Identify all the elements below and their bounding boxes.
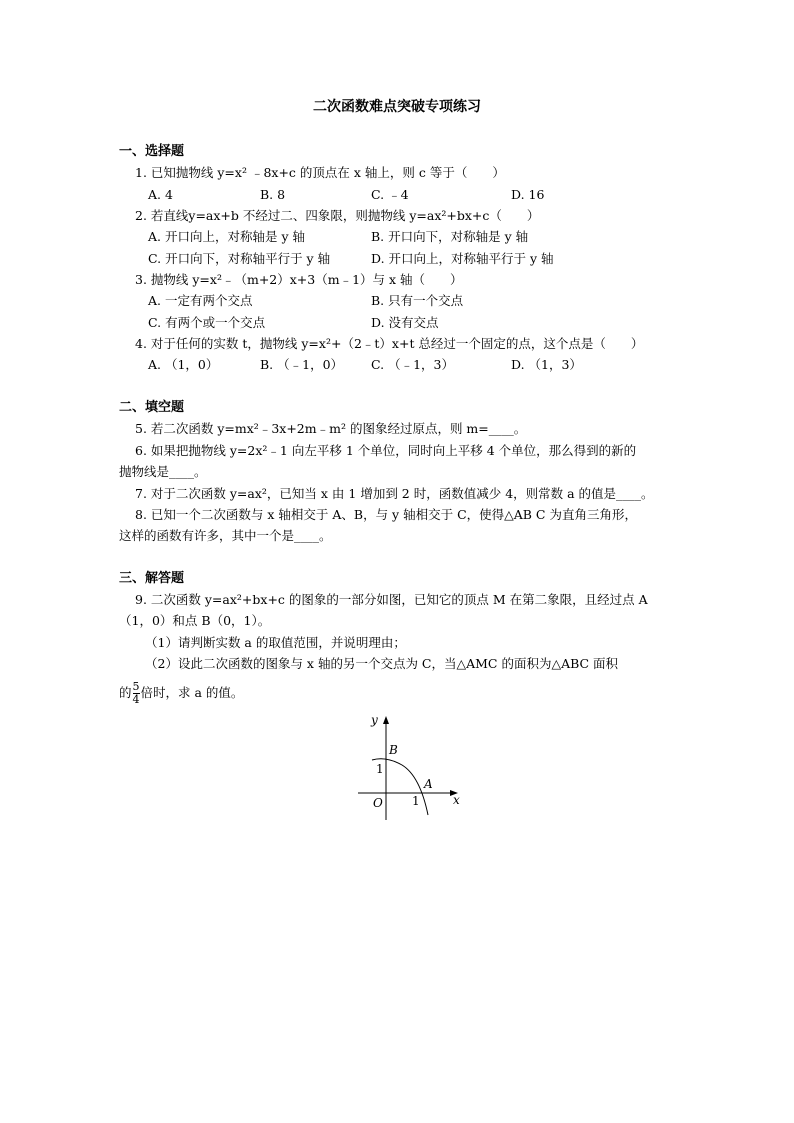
question-8-line-1: 8. 已知一个二次函数与 x 轴相交于 A、B，与 y 轴相交于 C，使得△AB C 为直角三角形，: [135, 507, 637, 522]
question-2-option-b: B. 开口向下，对称轴是 y 轴: [371, 229, 529, 244]
question-4-option-a: A. （1，0）: [148, 357, 219, 372]
question-1-option-a: A. 4: [148, 187, 173, 202]
question-1-option-b: B. 8: [260, 187, 286, 202]
x-axis-label: x: [453, 793, 460, 807]
section-heading-solve: 三、解答题: [119, 571, 185, 586]
fraction-denominator: 4: [132, 693, 140, 706]
question-9-line-1: 9. 二次函数 y=ax²+bx+c 的图象的一部分如图，已知它的顶点 M 在第二象限，且经过点 A: [135, 592, 648, 607]
question-6-line-1: 6. 如果把抛物线 y=2x²﹣1 向左平移 1 个单位，同时向上平移 4 个单位，那么得到的新的: [135, 443, 637, 458]
question-2-stem: 2. 若直线y=ax+b 不经过二、四象限，则抛物线 y=ax²+bx+c（ ）: [135, 208, 540, 223]
page-title: 二次函数难点突破专项练习: [313, 99, 481, 115]
question-4-option-d: D. （1，3）: [511, 357, 582, 372]
question-4-option-b: B. （﹣1，0）: [260, 357, 344, 372]
question-4-option-c: C. （﹣1，3）: [371, 357, 454, 372]
question-9-line-2: （1，0）和点 B（0，1）。: [119, 613, 271, 628]
question-3-stem: 3. 抛物线 y=x²﹣（m+2）x+3（m﹣1）与 x 轴（ ）: [135, 272, 463, 287]
question-1-option-c: C. ﹣4: [371, 187, 409, 202]
question-9-part-2-prefix: 的: [119, 685, 132, 700]
point-a-label: A: [424, 777, 433, 791]
question-8-line-2: 这样的函数有许多，其中一个是____。: [119, 528, 332, 543]
question-9-part-2-suffix: 倍时，求 a 的值。: [140, 685, 244, 700]
parabola-figure: [350, 710, 470, 825]
question-5: 5. 若二次函数 y=mx²﹣3x+2m﹣m² 的图象经过原点，则 m=____。: [135, 421, 527, 436]
question-3-option-a: A. 一定有两个交点: [148, 293, 253, 308]
y-axis-arrow: [383, 716, 389, 724]
origin-label: O: [373, 796, 383, 810]
y-tick-label: 1: [376, 762, 384, 776]
question-6-line-2: 抛物线是____。: [119, 464, 207, 479]
question-9-part-2-continued: [119, 677, 243, 709]
fraction-five-fourths: [133, 681, 140, 706]
question-3-option-b: B. 只有一个交点: [371, 293, 464, 308]
x-tick-label: 1: [412, 794, 420, 808]
question-9-part-1: （1）请判断实数 a 的取值范围，并说明理由；: [145, 635, 406, 650]
question-1-stem: 1. 已知抛物线 y=x² ﹣8x+c 的顶点在 x 轴上，则 c 等于（ ）: [135, 165, 505, 180]
section-heading-choice: 一、选择题: [119, 144, 185, 159]
question-1-option-d: D. 16: [511, 187, 545, 202]
y-axis-label: y: [371, 713, 378, 727]
section-heading-fill: 二、填空题: [119, 400, 185, 415]
fraction-numerator: 5: [132, 680, 140, 693]
question-2-option-a: A. 开口向上，对称轴是 y 轴: [148, 229, 305, 244]
question-3-option-d: D. 没有交点: [371, 315, 439, 330]
question-4-stem: 4. 对于任何的实数 t，抛物线 y=x²+（2﹣t）x+t 总经过一个固定的点，这个点是（ ）: [135, 336, 644, 351]
point-b-label: B: [389, 743, 398, 757]
question-2-option-d: D. 开口向上，对称轴平行于 y 轴: [371, 251, 554, 266]
question-9-part-2: （2）设此二次函数的图象与 x 轴的另一个交点为 C，当△AMC 的面积为△ABC 面积: [145, 656, 619, 671]
question-2-option-c: C. 开口向下，对称轴平行于 y 轴: [148, 251, 331, 266]
question-3-option-c: C. 有两个或一个交点: [148, 315, 266, 330]
question-7: 7. 对于二次函数 y=ax²，已知当 x 由 1 增加到 2 时，函数值减少 4，则常数 a 的值是____。: [135, 486, 654, 501]
